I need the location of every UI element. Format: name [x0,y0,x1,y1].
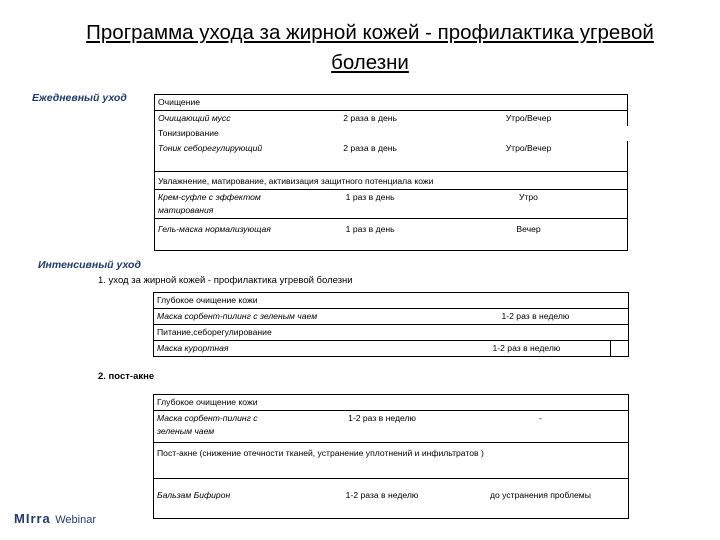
table-row [154,479,629,519]
logo-suffix: Webinar [55,514,97,526]
table-row [154,309,629,325]
table-row [155,141,628,172]
product-cell: Очищающий мусс [155,111,311,127]
table-row [155,111,628,127]
time-cell: Утро/Вечер [430,141,628,172]
group-post-acne: Пост-акне (снижение отечности тканей, устранение уплотнений и инфильтратов ) [154,443,629,479]
table-row [155,126,628,141]
frequency-cell: 1-2 раза в неделю [311,479,453,519]
product-cell: Гель-маска нормализующая [155,219,311,251]
daily-care-label: Ежедневный уход [32,92,127,104]
brand-logo [14,510,96,528]
product-cell: Бальзам Бифирон [154,479,312,519]
table-row [155,95,628,111]
frequency-cell: 2 раза в день [343,143,397,153]
frequency-cell: 1-2 раз в неделю [443,309,629,325]
frequency-cell: 1-2 раз в неделю [443,341,611,357]
frequency-cell: 1 раз в день [310,190,430,219]
table-row [154,293,629,309]
group-nutrition: Питание,себорегулирование [154,325,629,341]
group-cleansing: Очищение [155,95,628,111]
intensive-care-label: Интенсивный уход [38,259,141,271]
subsection-1-title: 1. уход за жирной кожей - профилактика угревой болезни [98,275,353,286]
table-row [154,325,629,341]
frequency-cell: 1 раз в день [310,219,430,251]
time-cell: Утро/Вечер [430,111,628,127]
table-row [154,341,629,357]
product-line-1: Маска сорбент-пилинг с [157,413,258,423]
table-row [155,172,628,190]
table-row [154,411,629,443]
table-row [154,443,629,479]
page-title [40,18,700,78]
product-line-1: Крем-суфле с эффектом [158,192,261,202]
subsection-2-title: 2. пост-акне [98,371,155,382]
product-cell: Маска сорбент-пилинг с зеленым чаем [154,309,443,325]
product-line-2: матирования [158,205,214,215]
time-cell: Вечер [430,219,628,251]
time-cell: - [453,411,629,443]
daily-care-table [154,94,628,251]
product-cell: Тоник себорегулирующий [155,141,311,172]
table-row [155,219,628,251]
time-cell: до устранения проблемы [453,479,629,519]
title-line-1: Программа ухода за жирной кожей - профилактика угревой [86,21,654,44]
frequency-cell: 1-2 раз в неделю [311,411,453,443]
group-toning: Тонизирование [155,126,628,141]
product-cell [155,190,311,219]
title-line-2: болезни [331,51,409,74]
logo-brand: MIrra [14,511,51,526]
table-row [155,190,628,219]
empty-cell [611,341,629,357]
oily-skin-intensive-table [153,292,629,357]
time-cell: Утро [430,190,628,219]
group-moisturizing: Увлажнение, матирование, активизация защитного потенциала кожи [155,172,628,190]
post-acne-table [153,394,629,519]
product-cell [154,411,312,443]
group-deep-cleansing: Глубокое очищение кожи [154,395,629,411]
table-row [154,395,629,411]
frequency-cell: 2 раза в день [310,111,430,127]
product-line-2: зеленым чаем [157,426,215,436]
product-cell: Маска курортная [154,341,443,357]
group-deep-cleansing: Глубокое очищение кожи [154,293,629,309]
